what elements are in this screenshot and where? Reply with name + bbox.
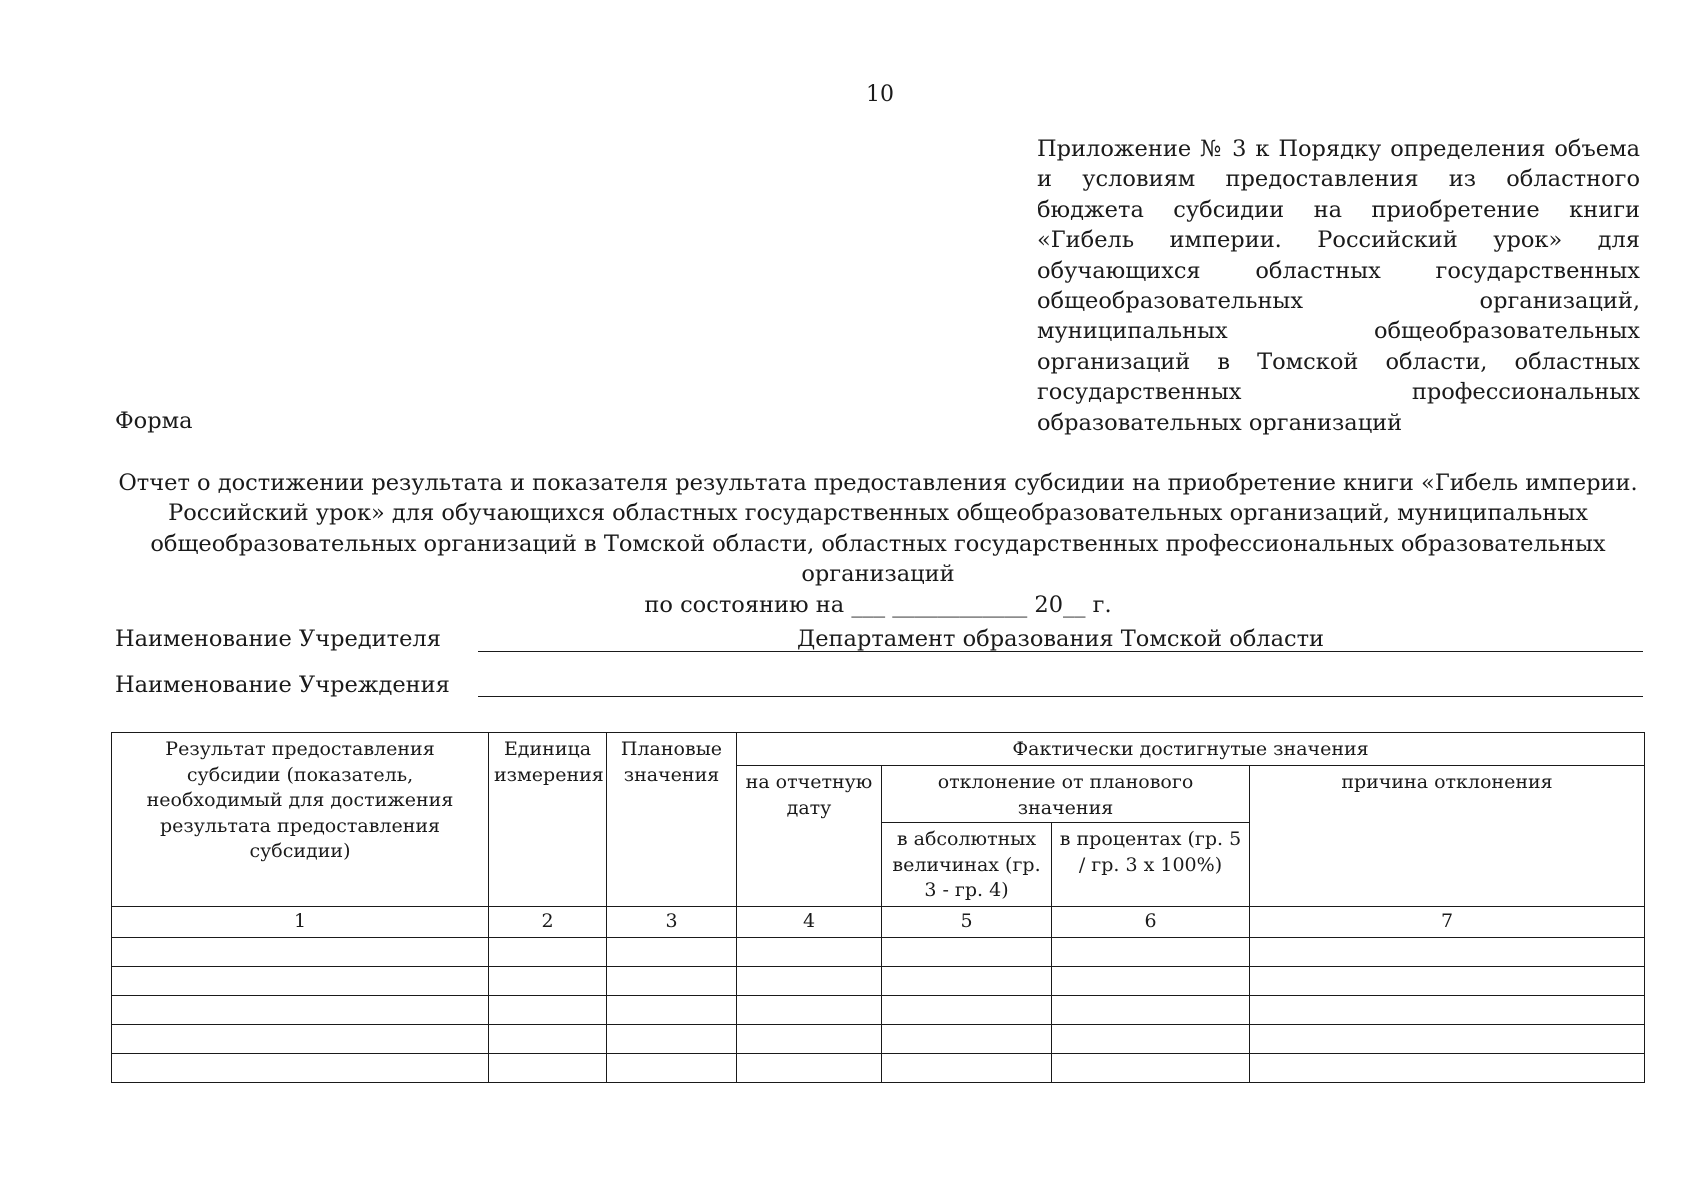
table-cell [1052,1024,1250,1053]
table-cell [1250,937,1645,966]
table-cell [112,966,489,995]
table-cell [112,937,489,966]
table-cell [882,1024,1052,1053]
table-cell [607,1024,737,1053]
header-percent: в процентах (гр. 5 / гр. 3 х 100%) [1052,823,1250,907]
page-number: 10 [866,82,894,107]
column-number: 7 [1250,907,1645,938]
column-number: 3 [607,907,737,938]
table-cell [737,937,882,966]
table-cell [1250,1024,1645,1053]
table-cell [1052,995,1250,1024]
table-cell [607,937,737,966]
header-actual: Фактически достигнутые значения [737,733,1645,766]
table-cell [112,995,489,1024]
founder-value: Департамент образования Томской области [796,626,1325,652]
header-deviation: отклонение от планового значения [882,766,1250,823]
table-cell [489,937,607,966]
appendix-note: Приложение № 3 к Порядку определения объема и условиям предоставления из областного бюджета субсидии на приобретение книги «Гибель империи. Российский урок» для обучающихся областных государственных общеобразовательных организаций, муниципальных общеобразовательных организаций в Томской области, областных государственных профессиональных образовательных организаций [1037,136,1640,436]
header-result: Результат предоставления субсидии (показатель, необходимый для достижения результата предоставления субсидии) [112,733,489,907]
table-cell [882,1053,1052,1082]
header-absolute: в абсолютных величинах (гр. 3 - гр. 4) [882,823,1052,907]
institution-underline [478,696,1643,697]
header-reason: причина отклонения [1250,766,1645,907]
report-title-line-4: по состоянию на ___ ____________ 20__ г. [644,591,1112,618]
header-planned: Плановые значения [607,733,737,907]
table-cell [882,966,1052,995]
form-label: Форма [115,408,193,434]
table-cell [607,966,737,995]
table-cell [737,1024,882,1053]
column-number: 5 [882,907,1052,938]
table-cell [882,937,1052,966]
table-cell [1052,1053,1250,1082]
report-title-line-2: Российский урок» для обучающихся областных государственных общеобразовательных организаций, муниципальных [168,500,1588,527]
table-cell [489,1024,607,1053]
founder-label: Наименование Учредителя [115,626,441,652]
table-cell [607,995,737,1024]
table-cell [1250,966,1645,995]
table-cell [607,1053,737,1082]
table-row [112,1053,1645,1082]
table-cell [737,966,882,995]
column-numbers-row [112,907,1645,938]
column-number: 1 [112,907,489,938]
table-cell [112,1024,489,1053]
header-reporting-date: на отчетную дату [737,766,882,907]
table-row [112,966,1645,995]
table-cell [1250,995,1645,1024]
table-cell [489,1053,607,1082]
header-unit: Единица измерения [489,733,607,907]
column-number: 4 [737,907,882,938]
column-number: 2 [489,907,607,938]
table-cell [112,1053,489,1082]
table-cell [1052,966,1250,995]
table-cell [1052,937,1250,966]
table-row [112,1024,1645,1053]
report-title-line-3: общеобразовательных организаций в Томской области, областных государственных профессиональных образовательных организаций [150,530,1606,588]
report-title [112,468,1644,620]
table-cell [737,995,882,1024]
table-cell [489,995,607,1024]
table-cell [737,1053,882,1082]
report-table [111,732,1645,1083]
table-row [112,937,1645,966]
report-title-line-1: Отчет о достижении результата и показателя результата предоставления субсидии на приобретение книги «Гибель империи. [118,470,1638,496]
table-row [112,995,1645,1024]
column-number: 6 [1052,907,1250,938]
founder-underline [478,651,1643,652]
institution-label: Наименование Учреждения [115,672,450,698]
table-cell [1250,1053,1645,1082]
table-cell [489,966,607,995]
table-cell [882,995,1052,1024]
